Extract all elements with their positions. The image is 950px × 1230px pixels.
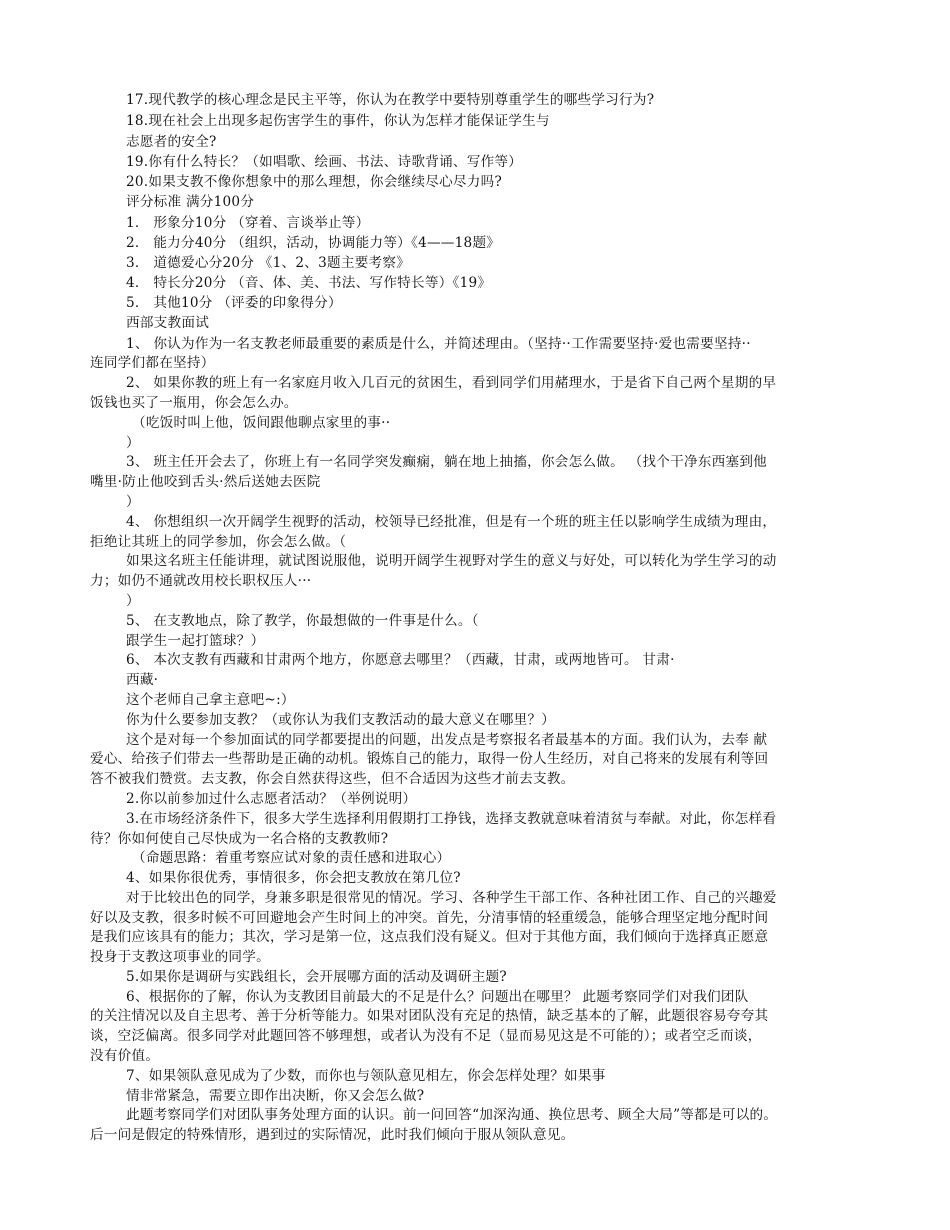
text-line: 连同学们都在坚持） [90, 355, 215, 371]
text-line: 待？你如何使自己尽快成为一名合格的支教教师? [90, 831, 389, 847]
text-line: 西藏· [126, 672, 159, 688]
text-line: 5、 在支教地点，除了教学，你最想做的一件事是什么。（ [126, 613, 479, 629]
text-line: 你为什么要参加支教？（或你认为我们支教活动的最大意义在哪里？） [126, 712, 556, 728]
text-line: 拒绝让其班上的同学参加，你会怎么做。（ [90, 534, 347, 550]
text-line: 2.你以前参加过什么志愿者活动？（举例说明） [126, 791, 417, 807]
text-line: ） [126, 435, 140, 451]
text-line: ） [126, 593, 140, 609]
text-line: 是我们应该具有的能力；其次，学习是第一位，这点我们没有疑义。但对于其他方面，我们倾向于选择真正愿意 [90, 929, 769, 945]
text-line: 17.现代教学的核心理念是民主平等，你认为在教学中要特别尊重学生的哪些学习行为? [126, 92, 655, 108]
text-line: 3． 道德爱心分20分 《1、2、3题主要考察》 [126, 255, 411, 271]
text-line: 这个是对每一个参加面试的同学都要提出的问题，出发点是考察报名者最基本的方面。我们认为，去奉 献 [126, 732, 768, 748]
text-line: 如果这名班主任能讲理，就试图说服他，说明开阔学生视野对学生的意义与好处，可以转化为学生学习的动 [126, 553, 777, 569]
text-line: 1、 你认为作为一名支教老师最重要的素质是什么，并简述理由。（坚持··工作需要坚持·爱也需要坚持·· [126, 336, 751, 352]
text-line: 4． 特长分20分 （音、体、美、书法、写作特长等）《19》 [126, 275, 492, 291]
text-line: 评分标准 满分100分 [126, 194, 255, 210]
text-line: 1． 形象分10分 （穿着、言谈举止等） [126, 215, 370, 231]
text-line: 2、 如果你教的班上有一名家庭月收入几百元的贫困生，看到同学们用赭理水，于是省下自己两个星期的早 [126, 375, 777, 391]
text-line: 4、如果你很优秀，事情很多，你会把支教放在第几位? [126, 870, 461, 886]
text-line: 爱心、给孩子们带去一些帮助是正确的动机。锻炼自己的能力，取得一份人生经历，对自己将来的发展有利等回 [90, 751, 769, 767]
text-line: 的关注情况以及自主思考、善于分析等能力。如果对团队没有充足的热情，缺乏基本的了解，此题很容易夸夸其 [90, 1008, 769, 1024]
text-line: 此题考察同学们对团队事务处理方面的认识。前一问回答“加深沟通、换位思考、顾全大局”等都是可以的。 [126, 1107, 778, 1123]
text-line: 5.如果你是调研与实践组长，会开展哪方面的活动及调研主题? [126, 969, 507, 985]
text-line: 答不被我们赞赏。去支教，你会自然获得这些，但不合适因为这些才前去支教。 [90, 771, 575, 787]
text-line: 这个老师自己拿主意吧~:） [126, 692, 295, 708]
text-line: 20.如果支教不像你想象中的那么理想，你会继续尽心尽力吗? [126, 174, 502, 190]
text-line: 志愿者的安全? [126, 134, 217, 150]
text-line: 嘴里·防止他咬到舌头·然后送她去医院 [90, 474, 321, 490]
text-line: ） [126, 494, 140, 510]
text-line: 2． 能力分40分 （组织，活动，协调能力等）《4——18题》 [126, 235, 501, 251]
text-line: 力；如仍不通就改用校长职权压人··· [90, 573, 312, 589]
text-line: 对于比较出色的同学，身兼多职是很常见的情况。学习、各种学生干部工作、各种社团工作、自己的兴趣爱 [126, 890, 777, 906]
text-line: 5． 其他10分 （评委的印象得分） [126, 295, 342, 311]
text-line: 6、 本次支教有西藏和甘肃两个地方，你愿意去哪里？（西藏，甘肃，或两地皆可。 甘肃· [126, 652, 675, 668]
text-line: 19.你有什么特长？（如唱歌、绘画、书法、诗歌背诵、写作等） [126, 154, 523, 170]
text-line: （吃饭时叫上他，饭间跟他聊点家里的事·· [132, 415, 391, 431]
text-line: 好以及支教，很多时候不可回避地会产生时间上的冲突。首先，分清事情的轻重缓急，能够合理坚定地分配时间 [90, 910, 769, 926]
text-line: 谈，空泛偏离。很多同学对此题回答不够理想，或者认为没有不足（显而易见这是不可能的）；或者空乏而谈， [90, 1028, 762, 1044]
text-line: 3、 班主任开会去了，你班上有一名同学突发癫痫，躺在地上抽搐，你会怎么做。 （找个干净东西塞到他 [126, 454, 768, 470]
section-heading: 西部支教面试 [126, 315, 210, 331]
text-line: 投身于支教这项事业的同学。 [90, 949, 270, 965]
text-line: （命题思路：着重考察应试对象的责任感和进取心） [132, 850, 451, 866]
text-line: 18.现在社会上出现多起伤害学生的事件，你认为怎样才能保证学生与 [126, 113, 550, 129]
text-line: 情非常紧急，需要立即作出决断，你又会怎么做? [126, 1088, 425, 1104]
text-line: 4、 你想组织一次开阔学生视野的活动，校领导已经批准，但是有一个班的班主任以影响学生成绩为理由， [126, 514, 777, 530]
text-line: 没有价值。 [90, 1048, 160, 1064]
text-line: 3.在市场经济条件下，很多大学生选择利用假期打工挣钱，选择支教就意味着清贫与奉献。对此，你怎样看 [126, 811, 777, 827]
text-line: 饭钱也买了一瓶用，你会怎么办。 [90, 395, 298, 411]
text-line: 后一问是假定的特殊情形，遇到过的实际情况，此时我们倾向于服从领队意见。 [90, 1127, 575, 1143]
text-line: 6、根据你的了解，你认为支教团目前最大的不足是什么？问题出在哪里？ 此题考察同学们对我们团队 [126, 989, 749, 1005]
text-line: 7、如果领队意见成为了少数，而你也与领队意见相左，你会怎样处理？如果事 [126, 1068, 606, 1084]
text-line: 跟学生一起打篮球？） [126, 633, 265, 649]
